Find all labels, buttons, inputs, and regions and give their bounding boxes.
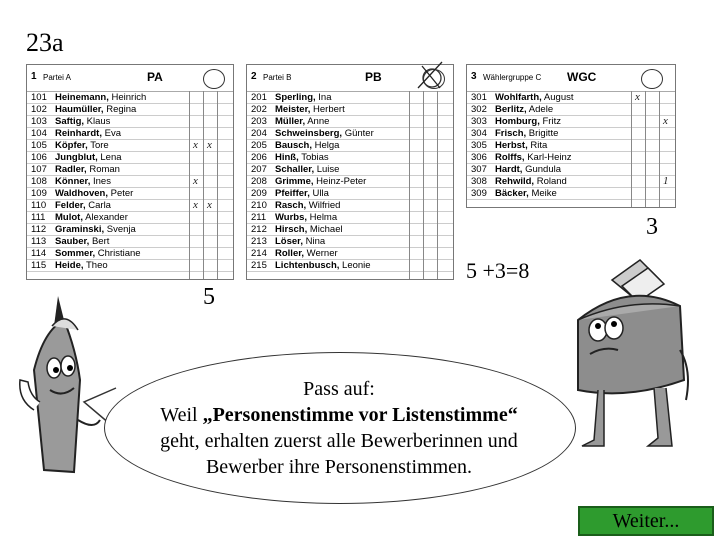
column-divider (189, 91, 190, 279)
vote-count-c: 3 (646, 214, 658, 240)
candidate-name (55, 152, 122, 163)
candidate-last-name: Schaller, (275, 164, 315, 175)
column-divider (409, 91, 410, 279)
candidate-name (55, 260, 108, 271)
candidate-name (55, 236, 109, 247)
candidate-row (467, 176, 675, 188)
candidate-first-name: Nina (303, 236, 326, 247)
vote-box[interactable]: x (635, 91, 640, 103)
candidate-name (495, 140, 547, 151)
candidate-last-name: Köpfer, (55, 140, 88, 151)
ballot-box-mascot-icon (568, 250, 698, 460)
candidate-first-name: Lena (97, 152, 122, 163)
candidate-first-name: Roland (534, 176, 567, 187)
candidate-name (275, 116, 329, 127)
vote-box[interactable]: 1 (663, 175, 669, 187)
candidate-number: 309 (471, 188, 487, 199)
party-abbr: WGC (567, 70, 597, 84)
candidate-last-name: Sauber, (55, 236, 90, 247)
list-vote-circle[interactable] (203, 69, 225, 89)
candidate-first-name: Adele (526, 104, 554, 115)
vote-box[interactable]: x (663, 115, 668, 127)
candidate-first-name: Svenja (104, 224, 136, 235)
candidate-first-name: Brigitte (526, 128, 559, 139)
crossed-out-circle-icon (412, 58, 448, 94)
candidate-name (55, 164, 120, 175)
candidate-first-name: Rita (527, 140, 548, 151)
candidate-name (55, 92, 146, 103)
ballot-header (467, 65, 675, 92)
candidate-row (467, 152, 675, 164)
candidate-last-name: Reinhardt, (55, 128, 102, 139)
candidate-first-name: Fritz (539, 116, 561, 127)
candidate-number: 107 (31, 164, 47, 175)
candidate-last-name: Waldhoven, (55, 188, 108, 199)
candidate-last-name: Felder, (55, 200, 86, 211)
candidate-last-name: Frisch, (495, 128, 527, 139)
candidate-first-name: Regina (103, 104, 137, 115)
candidate-name (55, 140, 109, 151)
party-name: Partei B (263, 73, 292, 82)
candidate-name (55, 116, 110, 127)
speech-bubble-text (104, 376, 574, 480)
candidate-last-name: Heide, (55, 260, 84, 271)
candidate-first-name: Helma (307, 212, 338, 223)
candidate-number: 301 (471, 92, 487, 103)
column-divider (437, 91, 438, 279)
candidate-first-name: Werner (304, 248, 338, 259)
ballot-waehlergruppe-c (466, 64, 676, 208)
candidate-name (495, 128, 558, 139)
candidate-number: 105 (31, 140, 47, 151)
vote-count-a: 5 (203, 284, 215, 310)
vote-box[interactable]: x (193, 199, 198, 211)
bubble-line: Pass auf: (303, 378, 375, 400)
candidate-first-name: Theo (83, 260, 108, 271)
candidate-name (495, 116, 561, 127)
candidate-number: 111 (31, 212, 46, 223)
candidate-name (275, 128, 374, 139)
candidate-name (275, 200, 340, 211)
candidate-name (55, 104, 136, 115)
candidate-last-name: Sommer, (55, 248, 96, 259)
candidate-first-name: Leonie (339, 260, 371, 271)
candidate-name (495, 164, 561, 175)
candidate-name (55, 128, 121, 139)
candidate-last-name: Löser, (275, 236, 303, 247)
candidate-first-name: Heinrich (108, 92, 147, 103)
candidate-last-name: Berlitz, (495, 104, 527, 115)
candidate-first-name: Helga (311, 140, 340, 151)
candidate-first-name: Luise (314, 164, 340, 175)
candidate-first-name: Ines (90, 176, 111, 187)
candidate-number: 204 (251, 128, 267, 139)
candidate-number: 305 (471, 140, 487, 151)
candidate-last-name: Meister, (275, 104, 311, 115)
bubble-line: geht, erhalten zuerst alle Bewerberinnen und (160, 430, 518, 452)
candidate-number: 307 (471, 164, 487, 175)
candidate-last-name: Graminski, (55, 224, 105, 235)
candidate-number: 215 (251, 260, 267, 271)
candidate-number: 115 (31, 260, 47, 271)
candidate-number: 205 (251, 140, 267, 151)
candidate-first-name: Roman (86, 164, 120, 175)
candidate-number: 202 (251, 104, 267, 115)
candidate-first-name: Anne (305, 116, 330, 127)
vote-box[interactable]: x (193, 139, 198, 151)
candidate-first-name: Wilfried (306, 200, 341, 211)
column-divider (423, 91, 424, 279)
candidate-first-name: Herbert (310, 104, 345, 115)
candidate-number: 114 (31, 248, 47, 259)
party-number: 2 (251, 71, 257, 82)
candidate-first-name: Tore (87, 140, 109, 151)
candidate-row (467, 92, 675, 104)
candidate-row (467, 104, 675, 116)
column-divider (217, 91, 218, 279)
candidate-last-name: Rasch, (275, 200, 307, 211)
candidate-name (275, 140, 339, 151)
next-button[interactable]: Weiter... (578, 506, 714, 536)
candidate-name (275, 212, 337, 223)
candidate-name (55, 224, 136, 235)
candidate-first-name: Peter (107, 188, 134, 199)
candidate-name (275, 92, 332, 103)
candidate-row (467, 164, 675, 176)
slide-title: 23a (26, 28, 64, 57)
candidate-name (55, 212, 128, 223)
candidate-name (495, 188, 557, 199)
candidate-name (495, 92, 574, 103)
candidate-first-name: Eva (101, 128, 121, 139)
candidate-last-name: Wurbs, (275, 212, 308, 223)
candidate-row (467, 116, 675, 128)
candidate-last-name: Jungblut, (55, 152, 98, 163)
party-number: 1 (31, 71, 37, 82)
column-divider (645, 91, 646, 207)
candidate-last-name: Müller, (275, 116, 306, 127)
vote-box[interactable]: x (207, 199, 212, 211)
candidate-list (467, 92, 675, 200)
column-divider (631, 91, 632, 207)
candidate-number: 214 (251, 248, 267, 259)
candidate-name (275, 188, 329, 199)
column-divider (203, 91, 204, 279)
candidate-name (275, 248, 338, 259)
candidate-last-name: Hinß, (275, 152, 299, 163)
candidate-number: 102 (31, 104, 47, 115)
candidate-number: 207 (251, 164, 267, 175)
candidate-number: 213 (251, 236, 267, 247)
candidate-last-name: Saftig, (55, 116, 85, 127)
candidate-first-name: Günter (342, 128, 374, 139)
candidate-number: 101 (31, 92, 47, 103)
candidate-last-name: Bausch, (275, 140, 312, 151)
candidate-number: 112 (31, 224, 47, 235)
column-divider (659, 91, 660, 207)
party-abbr: PB (365, 70, 382, 84)
candidate-name (275, 260, 371, 271)
candidate-last-name: Wohlfarth, (495, 92, 542, 103)
candidate-number: 302 (471, 104, 487, 115)
candidate-first-name: Ina (315, 92, 332, 103)
candidate-name (495, 176, 567, 187)
candidate-name (275, 164, 339, 175)
bubble-line: Bewerber ihre Personenstimmen. (205, 456, 473, 478)
candidate-number: 306 (471, 152, 487, 163)
candidate-number: 211 (251, 212, 267, 223)
ballot-partei-a (26, 64, 234, 280)
bubble-line (104, 402, 574, 428)
party-number: 3 (471, 71, 477, 82)
vote-box[interactable]: x (193, 175, 198, 187)
candidate-name (495, 152, 572, 163)
candidate-first-name: Meike (528, 188, 557, 199)
candidate-first-name: August (541, 92, 574, 103)
ballot-header (27, 65, 233, 92)
party-abbr: PA (147, 70, 163, 84)
pencil-mascot-icon (4, 290, 114, 480)
candidate-number: 104 (31, 128, 47, 139)
candidate-first-name: Carla (85, 200, 111, 211)
candidate-first-name: Michael (307, 224, 343, 235)
candidate-last-name: Lichtenbusch, (275, 260, 340, 271)
candidate-number: 212 (251, 224, 267, 235)
candidate-last-name: Rehwild, (495, 176, 535, 187)
candidate-number: 110 (31, 200, 47, 211)
candidate-number: 103 (31, 116, 47, 127)
candidate-first-name: Gundula (522, 164, 562, 175)
candidate-row (467, 188, 675, 200)
list-vote-circle[interactable] (641, 69, 663, 89)
candidate-name (55, 188, 133, 199)
candidate-last-name: Hirsch, (275, 224, 308, 235)
candidate-name (275, 104, 345, 115)
candidate-number: 304 (471, 128, 487, 139)
candidate-first-name: Heinz-Peter (313, 176, 367, 187)
candidate-first-name: Bert (89, 236, 110, 247)
candidate-number: 109 (31, 188, 47, 199)
candidate-number: 209 (251, 188, 267, 199)
candidate-number: 206 (251, 152, 267, 163)
candidate-first-name: Alexander (82, 212, 128, 223)
candidate-number: 201 (251, 92, 267, 103)
candidate-last-name: Pfeiffer, (275, 188, 310, 199)
candidate-name (55, 200, 111, 211)
candidate-number: 106 (31, 152, 47, 163)
candidate-number: 303 (471, 116, 487, 127)
candidate-name (275, 176, 366, 187)
candidate-last-name: Grimme, (275, 176, 314, 187)
candidate-last-name: Schweinsberg, (275, 128, 343, 139)
candidate-last-name: Bäcker, (495, 188, 529, 199)
candidate-name (275, 152, 329, 163)
candidate-first-name: Klaus (84, 116, 111, 127)
candidate-number: 203 (251, 116, 267, 127)
candidate-number: 208 (251, 176, 267, 187)
candidate-number: 113 (31, 236, 47, 247)
candidate-number: 210 (251, 200, 267, 211)
candidate-last-name: Roller, (275, 248, 305, 259)
candidate-last-name: Mulot, (55, 212, 83, 223)
candidate-last-name: Haumüller, (55, 104, 104, 115)
candidate-last-name: Sperling, (275, 92, 316, 103)
candidate-first-name: Karl-Heinz (524, 152, 572, 163)
candidate-last-name: Hardt, (495, 164, 523, 175)
candidate-last-name: Herbst, (495, 140, 528, 151)
bubble-text-prefix: Weil (160, 404, 203, 426)
candidate-first-name: Tobias (298, 152, 329, 163)
candidate-last-name: Heinemann, (55, 92, 109, 103)
candidate-number: 308 (471, 176, 487, 187)
ballot-partei-b (246, 64, 454, 280)
candidate-name (275, 236, 325, 247)
candidate-name (495, 104, 553, 115)
candidate-row (467, 128, 675, 140)
candidate-name (275, 224, 343, 235)
candidate-first-name: Ulla (309, 188, 329, 199)
candidate-last-name: Könner, (55, 176, 91, 187)
vote-box[interactable]: x (207, 139, 212, 151)
party-name: Partei A (43, 73, 72, 82)
candidate-name (55, 248, 141, 259)
candidate-number: 108 (31, 176, 47, 187)
candidate-row (467, 140, 675, 152)
candidate-name (55, 176, 111, 187)
candidate-last-name: Radler, (55, 164, 87, 175)
candidate-last-name: Homburg, (495, 116, 540, 127)
party-name: Wählergruppe C (483, 73, 542, 82)
bubble-text-bold: „Personenstimme vor Listenstimme“ (202, 404, 518, 426)
candidate-first-name: Christiane (95, 248, 141, 259)
vote-sum: 5 +3=8 (466, 258, 530, 283)
candidate-last-name: Rolffs, (495, 152, 525, 163)
